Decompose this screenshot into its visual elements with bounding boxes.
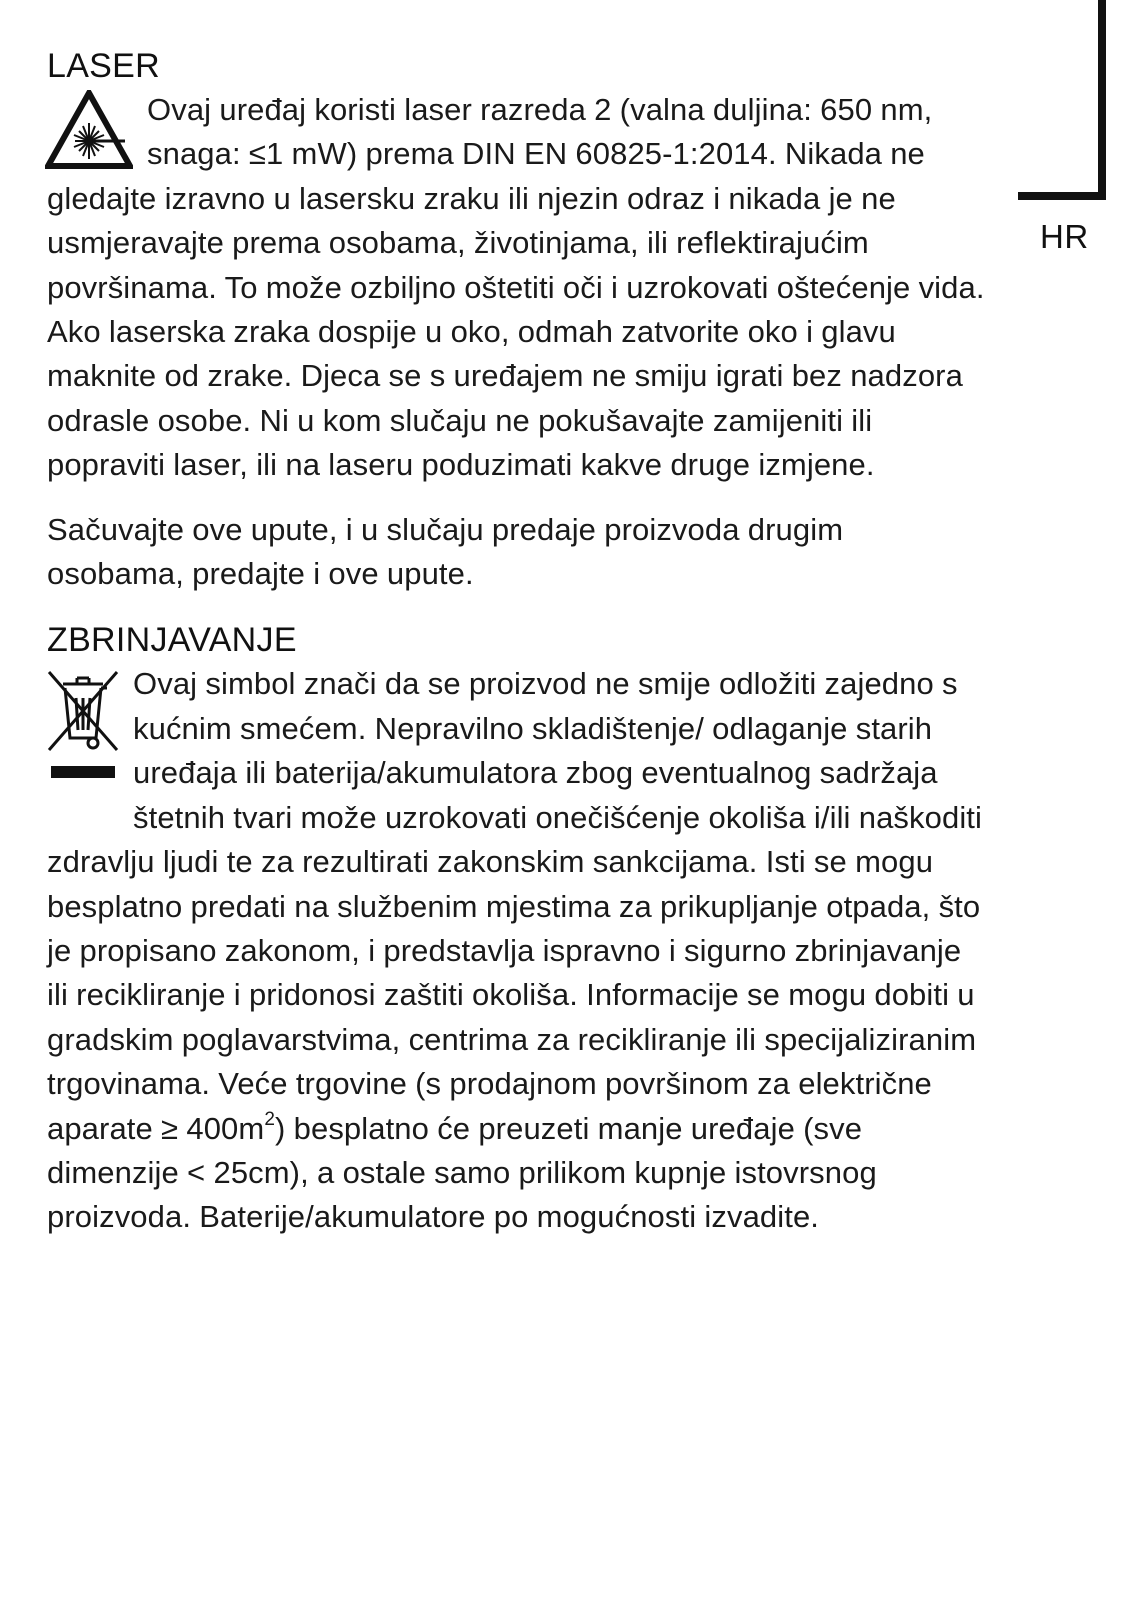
disposal-paragraph (47, 666, 982, 1234)
disposal-heading: ZBRINJAVANJE (47, 621, 297, 660)
laser-warning-icon (45, 90, 133, 170)
corner-mark-horizontal-bar (1018, 192, 1106, 200)
laser-heading: LASER (47, 47, 160, 85)
language-tag: HR (1040, 218, 1089, 255)
laser-paragraph: Ovaj uređaj koristi laser razreda 2 (valna duljina: 650 nm, snaga: ≤1 mW) prema DIN EN 60825-1:2014. Nikada ne gledajte izravno u lasersku zraku ili njezin odraz i nikada je ne usmjeravajte prema osobama, životinjama, ili reflektirajućim površinama. To može ozbiljno oštetiti oči i uzrokovati oštećenje vida. Ako laserska zraka dospije u oko, odmah zatvorite oko i glavu maknite od zrake. Djeca se s uređajem ne smiju igrati bez nadzora odrasle osobe. Ni u kom slučaju ne pokušavajte zamijeniti ili popraviti laser, ili na laseru poduzimati kakve druge izmjene. (47, 92, 985, 483)
disposal-paragraph-part-1: Ovaj simbol znači da se proizvod ne smije odložiti zajedno s kućnim smećem. Nepravilno skladištenje/ odlaganje starih uređaja ili baterija/akumulatora zbog eventualnog sadržaja štetnih tvari može uzrokovati onečišćenje okoliša i/ili naškoditi zdravlju ljudi te za rezultirati zakonskim sankcijama. Isti se mogu besplatno predati na službenim mjestima za prikupljanje otpada, što je propisano zakonom, i predstavlja ispravno i sigurno zbrinjavanje ili recikliranje i pridonosi zaštiti okoliša. Informacije se mogu dobiti u gradskim poglavarstvima, centrima za recikliranje ili specijaliziranim trgovinama. Veće trgovine (s prodajnom površinom za električne aparate ≥ 400m (47, 666, 983, 1146)
laser-section (47, 88, 987, 488)
disposal-section (47, 662, 987, 1239)
corner-crop-mark (1018, 0, 1108, 200)
disposal-paragraph-part-2: ) besplatno će preuzeti manje uređaje (sve dimenzije < 25cm), a ostale samo prilikom kupnje istovrsnog proizvoda. Baterije/akumulatore po mogućnosti izvadite. (47, 1110, 877, 1235)
page-content (47, 44, 987, 1240)
keep-instructions-paragraph: Sačuvajte ove upute, i u slučaju predaje proizvoda drugim osobama, predajte i ove upute. (47, 511, 844, 592)
crossed-out-wheelie-bin-icon (45, 668, 121, 800)
square-metre-superscript: 2 (264, 1109, 275, 1131)
corner-mark-vertical-bar (1098, 0, 1106, 200)
